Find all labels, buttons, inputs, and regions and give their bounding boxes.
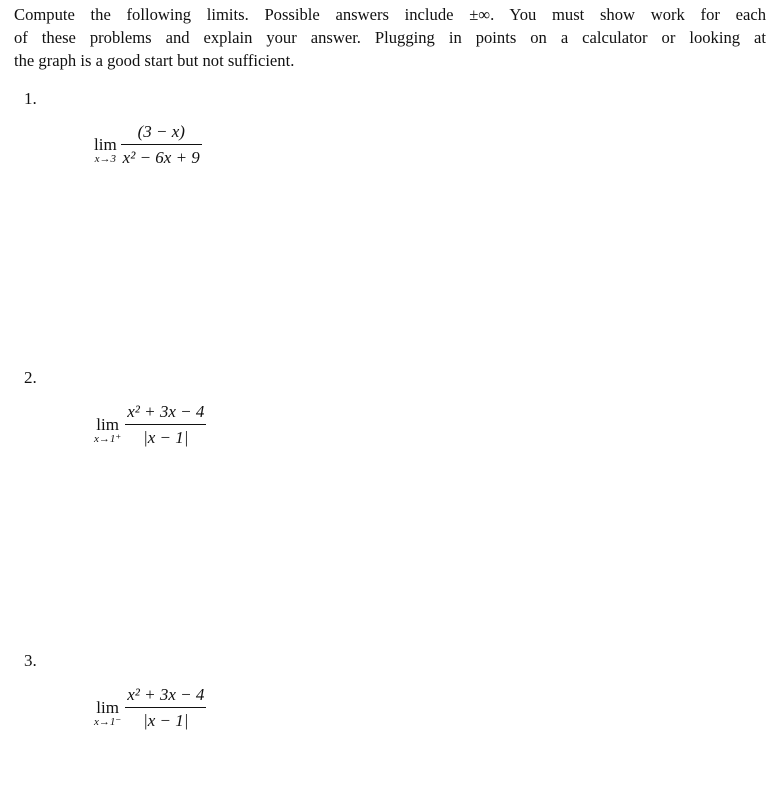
problem-2-fraction (125, 401, 206, 448)
problem-3-fraction-bar (125, 707, 206, 708)
problem-3-limit (94, 684, 206, 731)
problem-1-lim-word: lim (94, 134, 117, 154)
problem-2-denominator: |x − 1| (143, 428, 189, 447)
instructions-paragraph (14, 3, 766, 72)
problem-3-fraction (125, 684, 206, 731)
problem-2-lim-word: lim (96, 414, 119, 434)
problem-2-lim-operator (94, 416, 121, 446)
problem-2-fraction-bar (125, 424, 206, 425)
problem-2-lim-subscript: x→1⁺ (94, 432, 122, 445)
problem-3-denominator: |x − 1| (143, 711, 189, 730)
problem-1-denominator: x² − 6x + 9 (122, 148, 200, 167)
problem-3-lim-operator (94, 699, 121, 729)
problem-1-fraction-bar (121, 144, 202, 145)
problem-1-lim-subscript: x→3 (94, 152, 117, 165)
problem-2-numerator: x² + 3x − 4 (127, 402, 205, 421)
instructions-line-1: Compute the following limits. Possible answers include ±∞. You must show work for each (14, 5, 766, 24)
problem-3-lim-subscript: x→1⁻ (94, 715, 122, 728)
problem-3-numerator: x² + 3x − 4 (127, 685, 205, 704)
problem-2-limit (94, 401, 206, 448)
problem-3-lim-word: lim (96, 697, 119, 717)
instructions-line-2: of these problems and explain your answer. Plugging in points on a calculator or looking at (14, 28, 766, 47)
problem-1-fraction (121, 121, 202, 168)
problem-1-limit (94, 121, 202, 168)
problem-2-number: 2. (24, 368, 37, 387)
problem-3-number: 3. (24, 651, 37, 670)
problem-1-lim-operator (94, 136, 117, 166)
instructions-line-3: the graph is a good start but not sufficient. (14, 51, 295, 70)
problem-1-number: 1. (24, 89, 37, 108)
problem-1-numerator: (3 − x) (137, 122, 185, 141)
